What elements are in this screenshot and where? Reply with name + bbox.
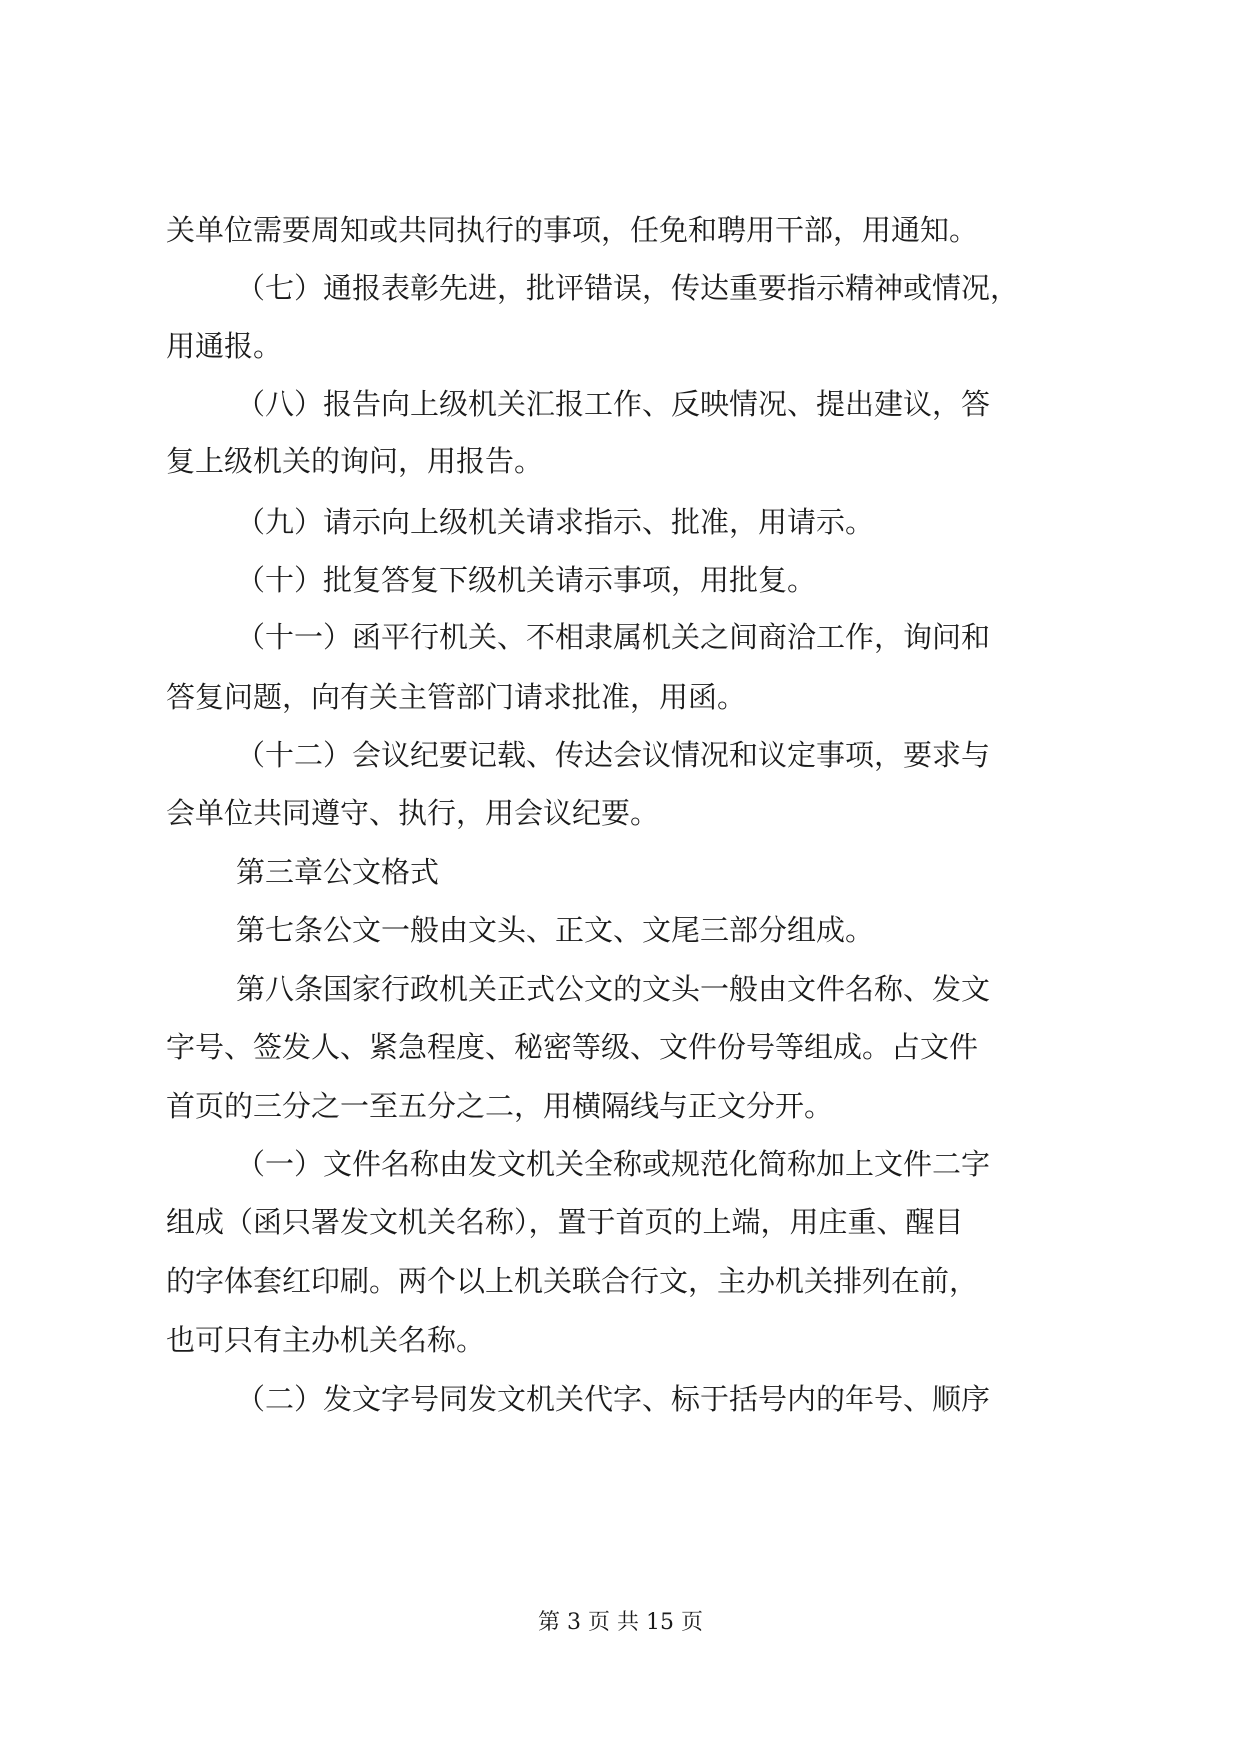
body-text-line: （十一）函平行机关、不相隶属机关之间商洽工作，询问和 <box>236 620 991 654</box>
body-text-line: （七）通报表彰先进，批评错误，传达重要指示精神或情况， <box>236 271 1020 305</box>
body-text-line: （一）文件名称由发文机关全称或规范化简称加上文件二字 <box>236 1147 991 1181</box>
body-text-line: 首页的三分之一至五分之二，用横隔线与正文分开。 <box>166 1089 834 1123</box>
body-text-line: 的字体套红印刷。两个以上机关联合行文，主办机关排列在前， <box>166 1264 979 1298</box>
body-text-line: 第七条公文一般由文头、正文、文尾三部分组成。 <box>236 913 875 947</box>
body-text-line: 会单位共同遵守、执行，用会议纪要。 <box>166 796 660 830</box>
body-text-line: 组成（函只署发文机关名称），置于首页的上端，用庄重、醒目 <box>166 1205 964 1239</box>
body-text-line: （八）报告向上级机关汇报工作、反映情况、提出建议，答 <box>236 387 991 421</box>
body-text-line: 用通报。 <box>166 329 283 363</box>
body-text-line: 也可只有主办机关名称。 <box>166 1323 486 1357</box>
body-text-line: 字号、签发人、紧急程度、秘密等级、文件份号等组成。占文件 <box>166 1030 979 1064</box>
body-text-line: 复上级机关的询问，用报告。 <box>166 444 544 478</box>
body-text-line: 答复问题，向有关主管部门请求批准，用函。 <box>166 680 747 714</box>
body-text-line: 关单位需要周知或共同执行的事项，任免和聘用干部，用通知。 <box>166 213 979 247</box>
chapter-heading: 第三章公文格式 <box>236 855 440 889</box>
body-text-line: （十）批复答复下级机关请示事项，用批复。 <box>236 563 817 597</box>
page-footer: 第 3 页 共 15 页 <box>538 1610 703 1635</box>
body-text-line: （十二）会议纪要记载、传达会议情况和议定事项，要求与 <box>236 738 991 772</box>
body-text-line: 第八条国家行政机关正式公文的文头一般由文件名称、发文 <box>236 972 991 1006</box>
body-text-line: （二）发文字号同发文机关代字、标于括号内的年号、顺序 <box>236 1382 991 1416</box>
body-text-line: （九）请示向上级机关请求指示、批准，用请示。 <box>236 505 875 539</box>
